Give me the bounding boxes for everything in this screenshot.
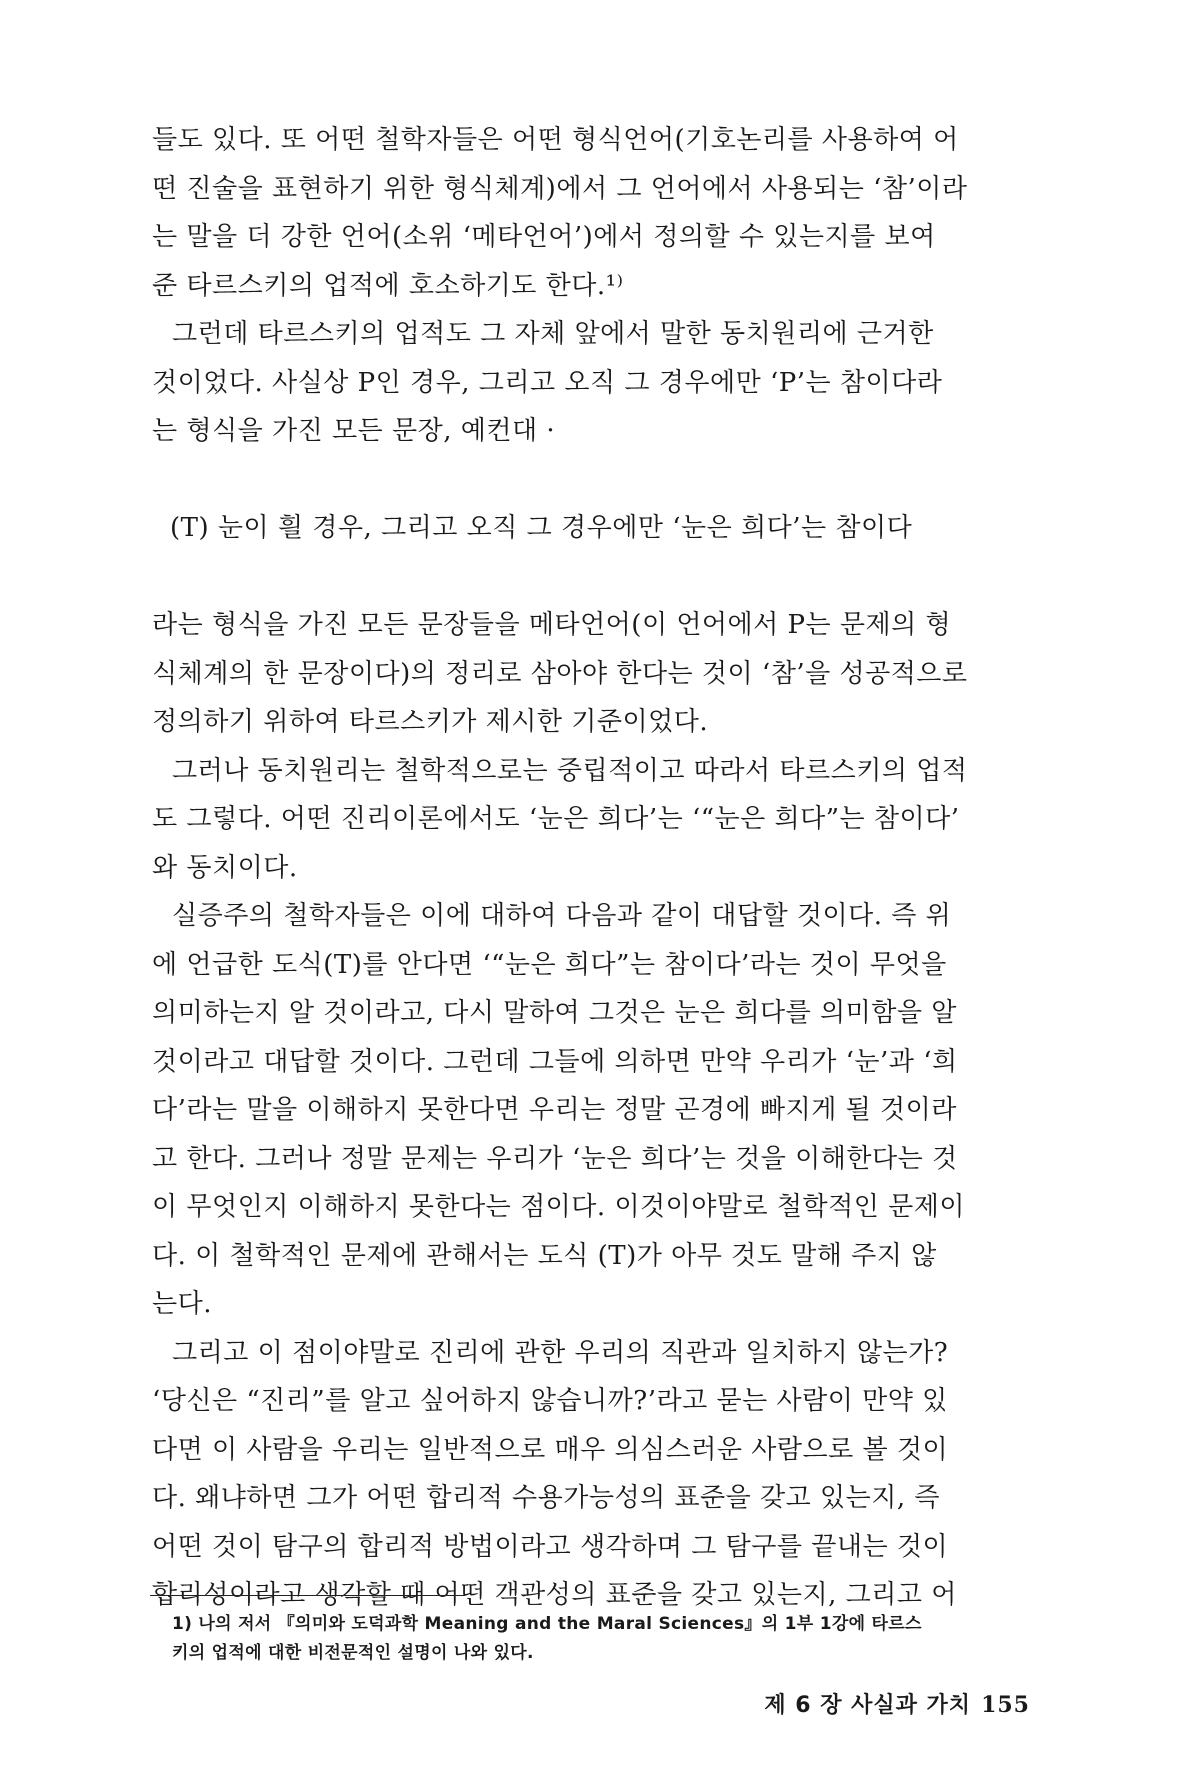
footnote-line: 1) 나의 저서 『의미와 도덕과학 Meaning and the Maral Sciences』의 1부 1강에 타르스 bbox=[172, 1614, 922, 1634]
text-line: 는 형식을 가진 모든 문장, 예컨대 · bbox=[152, 416, 556, 446]
footnote-divider bbox=[150, 1595, 465, 1596]
text-line: 이 무엇인지 이해하지 못한다는 점이다. 이것이야말로 철학적인 문제이 bbox=[152, 1192, 965, 1222]
body-text bbox=[152, 116, 1027, 1620]
text-line: 다’라는 말을 이해하지 못한다면 우리는 정말 곤경에 빠지게 될 것이라 bbox=[152, 1095, 957, 1125]
text-line: 식체계의 한 문장이다)의 정리로 삼아야 한다는 것이 ‘참’을 성공적으로 bbox=[152, 658, 968, 689]
text-line: 와 동치이다. bbox=[152, 852, 298, 883]
text-line: 도 그렇다. 어떤 진리이론에서도 ‘눈은 희다’는 ‘“눈은 희다”는 참이다’ bbox=[152, 804, 960, 834]
text-line: 다. 이 철학적인 문제에 관해서는 도식 (T)가 아무 것도 말해 주지 않 bbox=[152, 1240, 937, 1271]
text-line: 는다. bbox=[152, 1289, 212, 1319]
running-footer bbox=[700, 1688, 1030, 1719]
chapter-title: 제 6 장 사실과 가치 bbox=[764, 1693, 972, 1718]
text-line: 의미하는지 알 것이라고, 다시 말하여 그것은 눈은 희다를 의미함을 알 bbox=[152, 998, 957, 1028]
text-line: 것이었다. 사실상 P인 경우, 그리고 오직 그 경우에만 ‘P’는 참이다라 bbox=[152, 367, 943, 398]
text-line: 그리고 이 점이야말로 진리에 관한 우리의 직관과 일치하지 않는가? bbox=[172, 1337, 949, 1368]
text-line: 합리성이라고 생각할 때 어떤 객관성의 표준을 갖고 있는지, 그리고 어 bbox=[152, 1580, 957, 1610]
text-line: 에 언급한 도식(T)를 안다면 ‘“눈은 희다”는 참이다’라는 것이 무엇을 bbox=[152, 949, 947, 980]
text-line: ‘당신은 “진리”를 알고 싶어하지 않습니까?’라고 묻는 사람이 만약 있 bbox=[152, 1386, 948, 1416]
text-line: 어떤 것이 탐구의 합리적 방법이라고 생각하며 그 탐구를 끝내는 것이 bbox=[152, 1531, 949, 1562]
text-line: 떤 진술을 표현하기 위한 형식체계)에서 그 언어에서 사용되는 ‘참’이라 bbox=[152, 173, 968, 204]
text-line: 실증주의 철학자들은 이에 대하여 다음과 같이 대답할 것이다. 즉 위 bbox=[172, 901, 952, 931]
text-line: 다면 이 사람을 우리는 일반적으로 매우 의심스러운 사람으로 볼 것이 bbox=[152, 1434, 949, 1465]
formula-t: (T) 눈이 흴 경우, 그리고 오직 그 경우에만 ‘눈은 희다’는 참이다 bbox=[170, 513, 913, 543]
page-number: 155 bbox=[981, 1692, 1030, 1718]
footnote bbox=[172, 1610, 1032, 1668]
text-line: 고 한다. 그러나 정말 문제는 우리가 ‘눈은 희다’는 것을 이해한다는 것 bbox=[152, 1143, 958, 1174]
text-line: 라는 형식을 가진 모든 문장들을 메타언어(이 언어에서 P는 문제의 형 bbox=[152, 610, 952, 640]
text-line: 것이라고 대답할 것이다. 그런데 그들에 의하면 만약 우리가 ‘눈’과 ‘희 bbox=[152, 1046, 958, 1077]
text-line: 들도 있다. 또 어떤 철학자들은 어떤 형식언어(기호논리를 사용하여 어 bbox=[152, 125, 959, 155]
text-line: 다. 왜냐하면 그가 어떤 합리적 수용가능성의 표준을 갖고 있는지, 즉 bbox=[152, 1483, 941, 1513]
footnote-line: 키의 업적에 대한 비전문적인 설명이 나와 있다. bbox=[172, 1643, 534, 1663]
text-line: 준 타르스키의 업적에 호소하기도 한다.¹⁾ bbox=[152, 270, 624, 301]
text-line: 는 말을 더 강한 언어(소위 ‘메타언어’)에서 정의할 수 있는지를 보여 bbox=[152, 222, 936, 252]
text-line: 그런데 타르스키의 업적도 그 자체 앞에서 말한 동치원리에 근거한 bbox=[172, 319, 934, 349]
text-line: 정의하기 위하여 타르스키가 제시한 기준이었다. bbox=[152, 707, 709, 737]
text-line: 그러나 동치원리는 철학적으로는 중립적이고 따라서 타르스키의 업적 bbox=[172, 755, 968, 786]
